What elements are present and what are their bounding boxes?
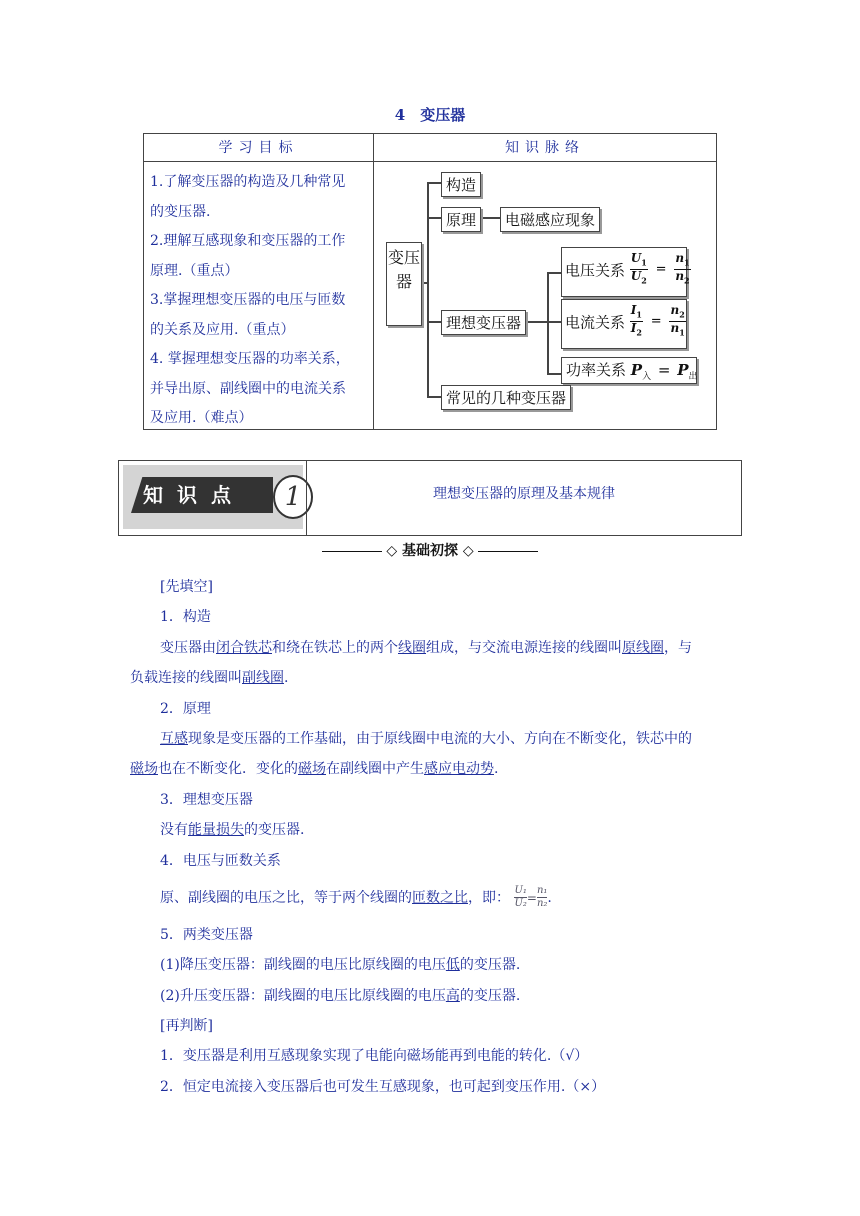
connector bbox=[547, 373, 561, 375]
connector bbox=[547, 272, 549, 374]
current-n-ratio: $\frac{n_2}{n_1}$ bbox=[670, 303, 685, 338]
judge-item-1: 1．变压器是利用互感现象实现了电能向磁场能再到电能的转化.（√） bbox=[160, 1048, 589, 1065]
knowledge-point-topic: 理想变压器的原理及基本规律 bbox=[433, 486, 615, 502]
page-title: 4 变压器 bbox=[394, 106, 466, 124]
section-2-text: 互感现象是变压器的工作基础，由于原线圈中电流的大小、方向在不断变化，铁芯中的 bbox=[160, 730, 692, 747]
knowledge-point-banner bbox=[118, 460, 742, 536]
judge-item-2: 2．恒定电流接入变压器后也可发生互感现象，也可起到变压作用.（×） bbox=[160, 1078, 606, 1095]
connector bbox=[427, 217, 441, 219]
objectives-table bbox=[143, 133, 717, 430]
col-header-knowledge: 知识脉络 bbox=[374, 134, 716, 162]
voltage-n-ratio: $\frac{n_1}{n_2}$ bbox=[675, 251, 690, 286]
voltage-turns-formula: $\frac{\text{U₁}}{\text{U₂}}$ bbox=[514, 885, 527, 910]
col-header-goals: 学习目标 bbox=[144, 134, 373, 162]
mindmap-ideal: 理想变压器 bbox=[441, 310, 526, 335]
goal-line: 的关系及应用.（重点） bbox=[150, 321, 295, 338]
fill-blank-label: [先填空] bbox=[160, 579, 213, 595]
section-header: ◇ 基础初探 ◇ bbox=[0, 540, 860, 560]
section-1-title: 1．构造 bbox=[160, 609, 211, 626]
connector bbox=[427, 321, 441, 323]
knowledge-mindmap bbox=[374, 162, 717, 430]
knowledge-point-label: 知识点 bbox=[143, 483, 245, 507]
learning-goals bbox=[150, 168, 370, 434]
section-3-text: 没有能量损失的变压器. bbox=[160, 822, 305, 839]
section-1-text: 变压器由闭合铁芯和绕在铁芯上的两个线圈组成，与交流电源连接的线圈叫原线圈，与 bbox=[160, 639, 692, 656]
knowledge-point-badge bbox=[123, 465, 303, 529]
equals-sign: = bbox=[650, 314, 662, 330]
mindmap-current bbox=[561, 299, 687, 349]
goal-line: 3.掌握理想变压器的电压与匝数 bbox=[150, 292, 346, 308]
goal-line: 并导出原、副线圈中的电流关系 bbox=[150, 380, 346, 397]
mindmap-voltage bbox=[561, 247, 690, 297]
connector bbox=[427, 182, 429, 397]
section-2-title: 2．原理 bbox=[160, 700, 211, 717]
mindmap-principle: 原理 bbox=[441, 207, 481, 232]
equals-sign: = bbox=[655, 262, 667, 278]
content-body bbox=[130, 572, 736, 1102]
judge-label: [再判断] bbox=[160, 1018, 213, 1035]
connector bbox=[427, 182, 441, 184]
section-4-text: 原、副线圈的电压之比，等于两个线圈的匝数之比，即： $\frac{\text{U₁}}{\text{U₂}}$ = $\frac{\text{n₁}}{\text{n₂}}$ . bbox=[160, 885, 552, 910]
goal-line: 的变压器. bbox=[150, 203, 211, 220]
section-2-text-cont: 磁场也在不断变化．变化的磁场在副线圈中产生感应电动势. bbox=[130, 761, 499, 778]
voltage-label: 电压关系 bbox=[565, 261, 626, 280]
step-up-text: (2)升压变压器：副线圈的电压比原线圈的电压高的变压器. bbox=[160, 987, 521, 1004]
goal-line: 4. 掌握理想变压器的功率关系， bbox=[150, 351, 350, 367]
mindmap-root: 变压器 bbox=[386, 242, 422, 326]
current-i-ratio: $\frac{I_1}{I_2}$ bbox=[630, 303, 642, 338]
goal-line: 原理.（重点） bbox=[150, 262, 239, 279]
connector bbox=[525, 321, 547, 323]
knowledge-point-number: 1 bbox=[273, 475, 313, 519]
connector bbox=[547, 272, 561, 274]
step-down-text: (1)降压变压器：副线圈的电压比原线圈的电压低的变压器. bbox=[160, 957, 521, 974]
mindmap-common: 常见的几种变压器 bbox=[441, 385, 571, 410]
mindmap-power: 功率关系 $P_入 = P_出$ bbox=[561, 357, 697, 384]
current-label: 电流关系 bbox=[565, 313, 626, 332]
section-3-title: 3．理想变压器 bbox=[160, 791, 253, 808]
section-4-title: 4．电压与匝数关系 bbox=[160, 852, 281, 869]
goal-line: 及应用.（难点） bbox=[150, 410, 253, 426]
goal-line: 1.了解变压器的构造及几种常见 bbox=[150, 174, 346, 190]
mindmap-construct: 构造 bbox=[441, 172, 481, 197]
section-5-title: 5．两类变压器 bbox=[160, 926, 253, 943]
mindmap-principle-detail: 电磁感应现象 bbox=[500, 207, 600, 232]
goal-line: 2.理解互感现象和变压器的工作 bbox=[150, 233, 346, 249]
voltage-u-ratio: $\frac{U_1}{U_2}$ bbox=[630, 251, 647, 286]
connector bbox=[547, 321, 561, 323]
section-1-text-cont: 负载连接的线圈叫副线圈. bbox=[130, 670, 289, 687]
connector bbox=[427, 396, 441, 398]
